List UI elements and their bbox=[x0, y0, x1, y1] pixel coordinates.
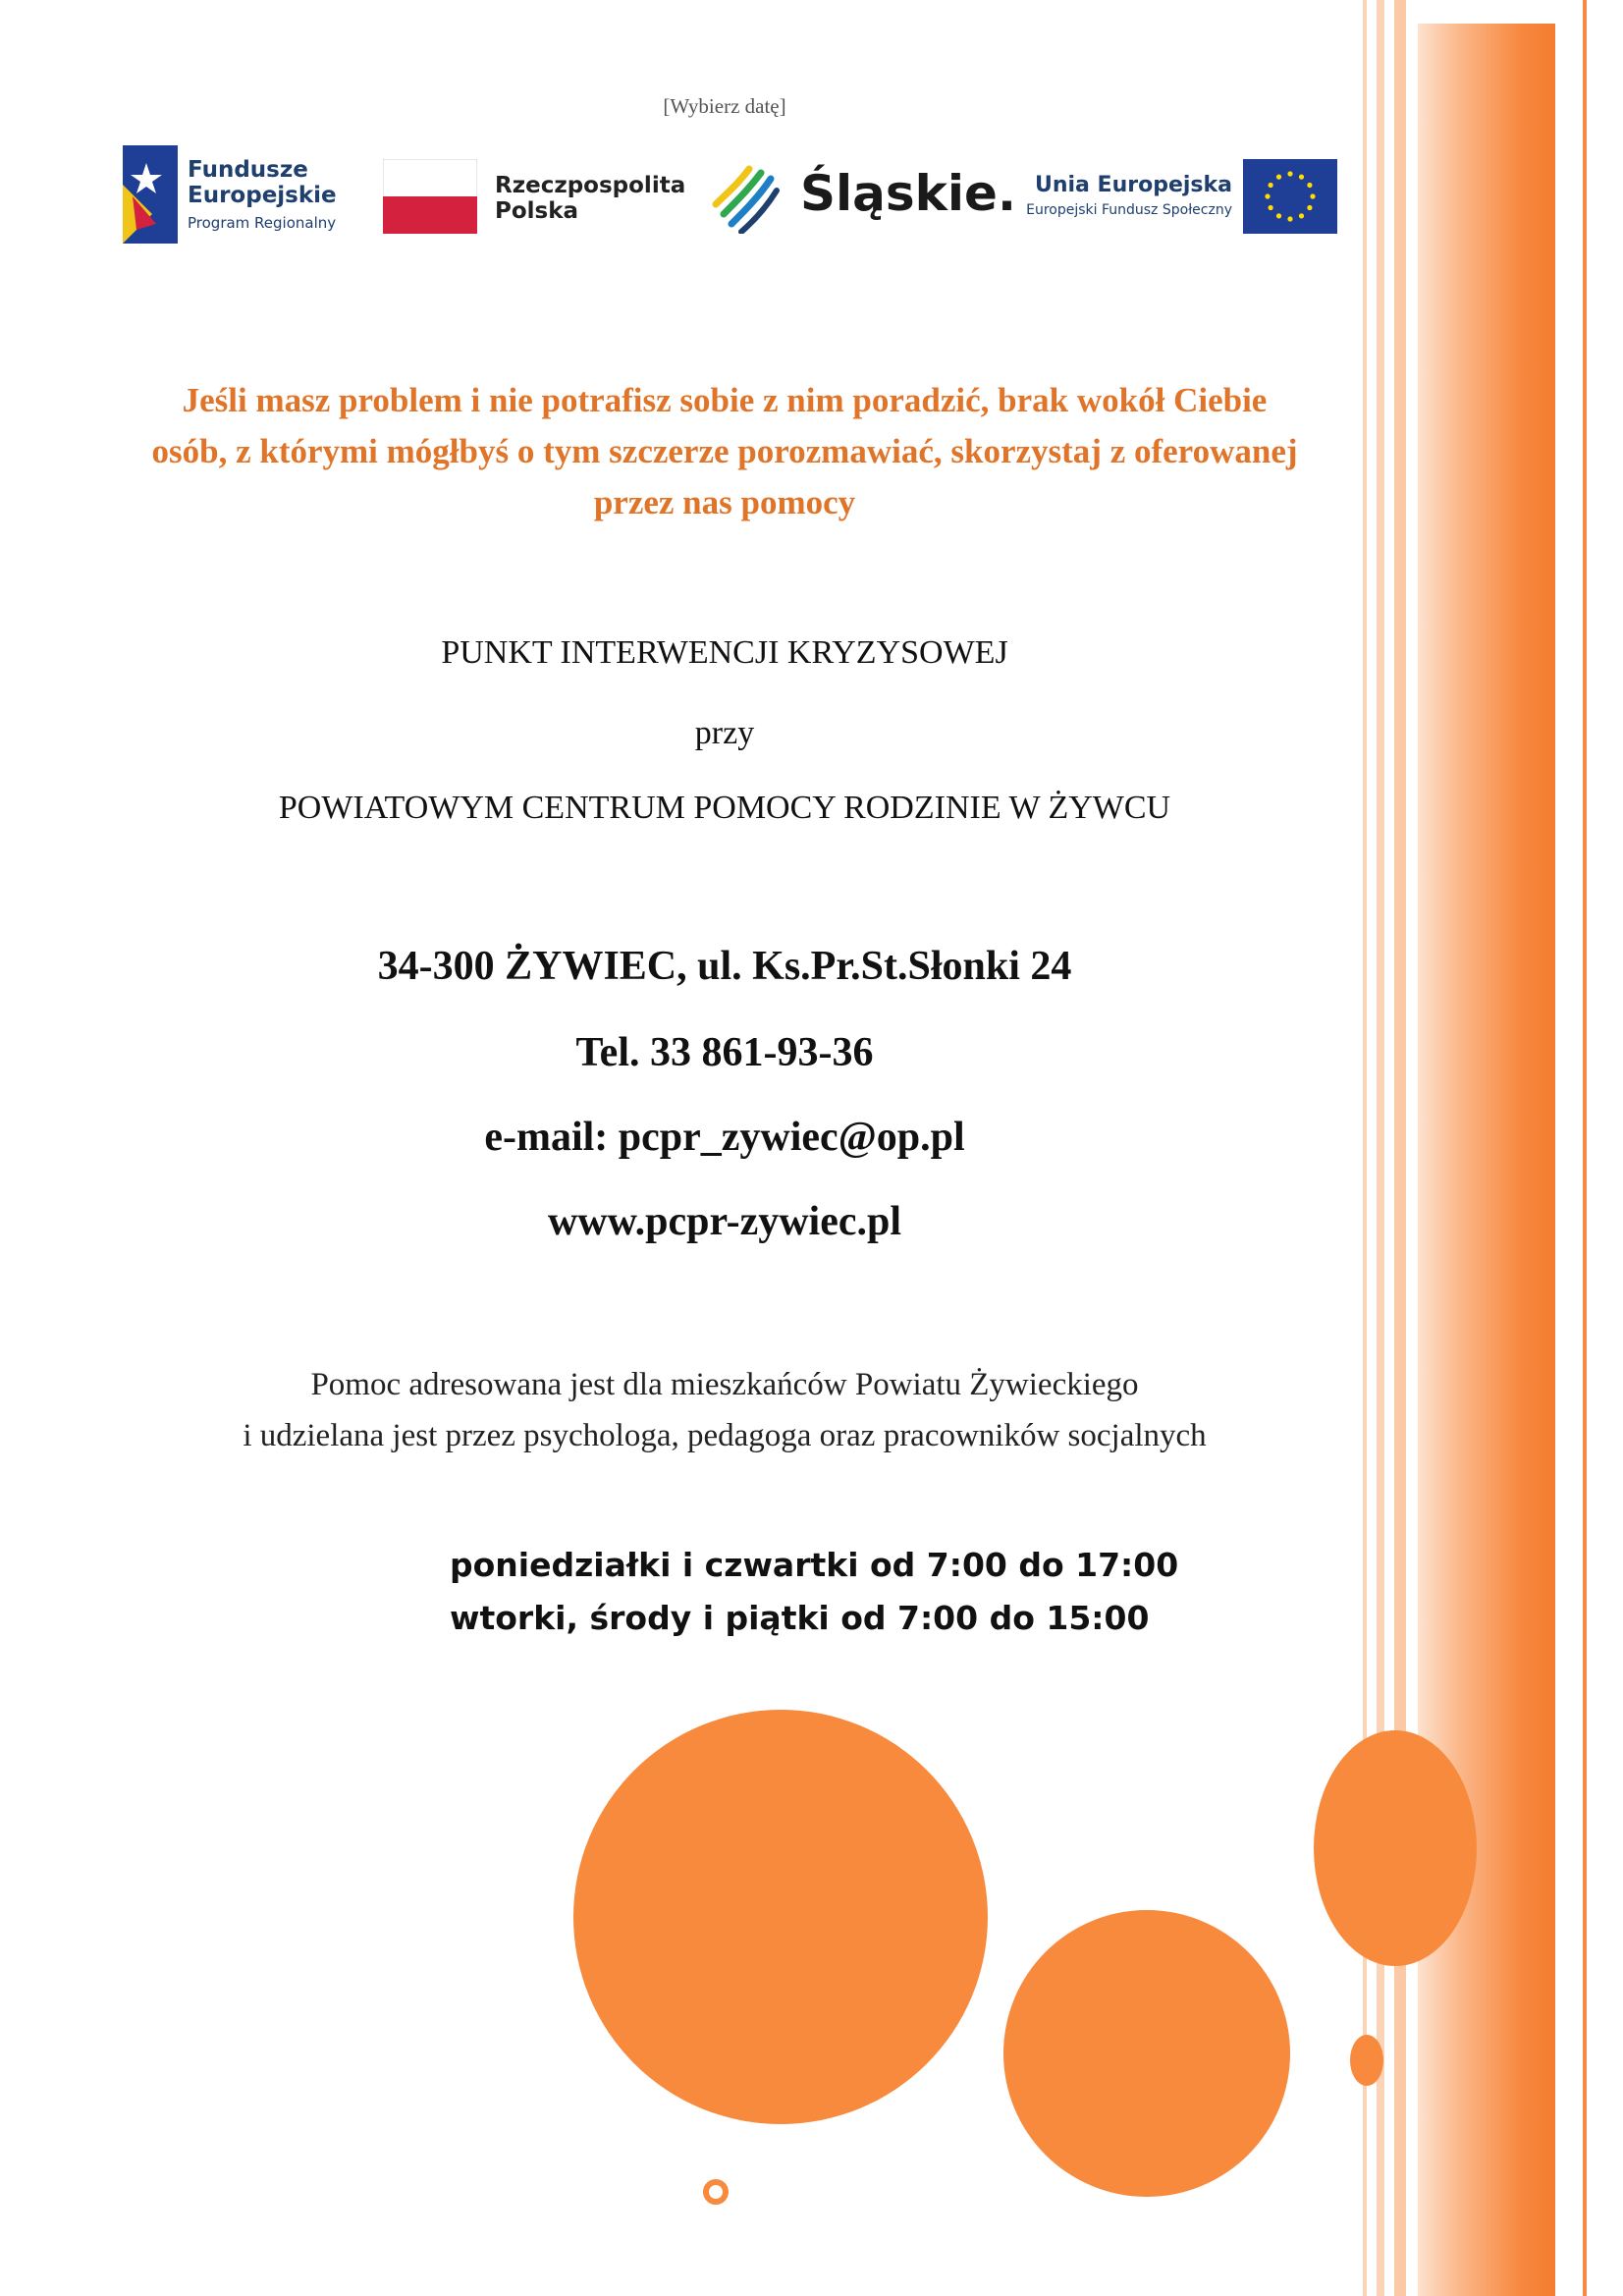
right-oval bbox=[1314, 1730, 1477, 1966]
hours-line2: wtorki, środy i piątki od 7:00 do 15:00 bbox=[450, 1599, 1150, 1637]
polish-flag-icon bbox=[383, 159, 477, 234]
intro-text bbox=[0, 375, 1449, 528]
info-line2: i udzielana jest przez psychologa, pedagoga oraz pracowników socjalnych bbox=[243, 1418, 1207, 1453]
unia-line2: Europejski Fundusz Społeczny bbox=[1026, 202, 1232, 218]
unia-line1: Unia Europejska bbox=[1034, 173, 1232, 197]
slaskie-waves-icon bbox=[712, 159, 781, 234]
intro-line3: przez nas pomocy bbox=[593, 483, 856, 521]
small-ring bbox=[703, 2179, 729, 2205]
intro-line1: Jeśli masz problem i nie potrafisz sobie z nim poradzić, brak wokół Ciebie bbox=[182, 381, 1268, 419]
contact-email[interactable]: e-mail: pcpr_zywiec@op.pl bbox=[484, 1115, 965, 1160]
medium-circle bbox=[1003, 1910, 1290, 2197]
intro-line2: osób, z którymi mógłbyś o tym szczerze porozmawiać, skorzystaj z oferowanej bbox=[151, 432, 1298, 470]
institution-parent: POWIATOWYM CENTRUM POMOCY RODZINIE W ŻYWCU bbox=[278, 790, 1171, 826]
eu-flag-icon bbox=[1243, 159, 1337, 234]
large-circle bbox=[573, 1710, 988, 2124]
fundusze-line1: Fundusze bbox=[188, 157, 308, 183]
rzeczpospolita-polska-logo bbox=[383, 145, 686, 244]
small-oval bbox=[1350, 2035, 1383, 2086]
info-line1: Pomoc adresowana jest dla mieszkańców Powiatu Żywieckiego bbox=[310, 1367, 1139, 1402]
logo-bar bbox=[123, 145, 1340, 244]
unia-europejska-logo bbox=[1021, 145, 1340, 244]
rzeczpospolita-line2: Polska bbox=[495, 198, 579, 224]
band-edge-line bbox=[1583, 0, 1587, 2296]
contact-address: 34-300 ŻYWIEC, ul. Ks.Pr.St.Słonki 24 bbox=[377, 944, 1072, 989]
date-placeholder[interactable]: [Wybierz datę] bbox=[663, 94, 786, 118]
fundusze-line3: Program Regionalny bbox=[188, 214, 337, 232]
info-text bbox=[0, 1359, 1449, 1461]
institution-name: PUNKT INTERWENCJI KRYZYSOWEJ bbox=[441, 634, 1008, 671]
hours-line1: poniedziałki i czwartki od 7:00 do 17:00 bbox=[450, 1546, 1179, 1584]
slaskie-logo bbox=[712, 145, 1016, 244]
slaskie-text: Śląskie. bbox=[800, 165, 1016, 222]
fundusze-star-icon bbox=[123, 145, 178, 244]
fundusze-europejskie-logo bbox=[123, 145, 349, 244]
rzeczpospolita-line1: Rzeczpospolita bbox=[495, 173, 686, 198]
fundusze-line2: Europejskie bbox=[188, 183, 337, 208]
contact-website[interactable]: www.pcpr-zywiec.pl bbox=[547, 1199, 902, 1244]
institution-connector: przy bbox=[694, 715, 755, 751]
contact-phone[interactable]: Tel. 33 861-93-36 bbox=[575, 1030, 874, 1075]
